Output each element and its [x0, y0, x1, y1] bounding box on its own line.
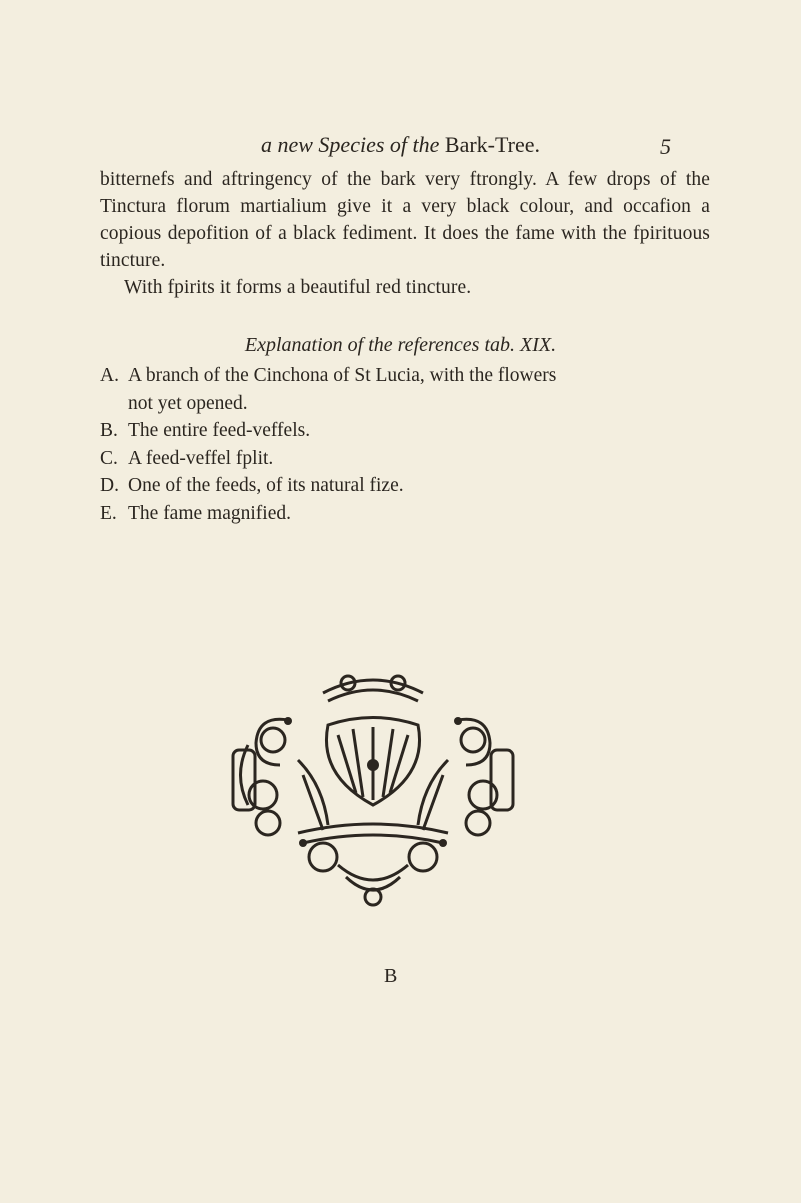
signature-mark: B: [384, 965, 398, 987]
reference-letter: D.: [100, 475, 119, 496]
reference-text: The entire feed-veffels.: [128, 420, 311, 441]
reference-text: A branch of the Cinchona of St Lucia, with the flowers: [128, 365, 557, 386]
running-head-italic: a new Species of the: [260, 132, 440, 157]
body-text: [100, 166, 710, 301]
reference-letter: B.: [100, 420, 118, 441]
reference-list: [100, 362, 720, 527]
reference-item: [100, 472, 720, 500]
reference-letter: E.: [100, 502, 117, 524]
reference-item: [100, 500, 720, 528]
reference-item: [100, 445, 720, 473]
reference-letter: A.: [100, 365, 119, 386]
paragraph: With fpirits it forms a beautiful red tincture.: [124, 277, 472, 298]
scrollwork-tailpiece-icon: [228, 665, 518, 911]
reference-text: The fame magnified.: [128, 502, 291, 524]
reference-text-continued: not yet opened.: [128, 392, 248, 414]
reference-text: One of the feeds, of its natural fize.: [128, 475, 404, 496]
explanation-heading: Explanation of the references tab. XIX.: [244, 334, 557, 356]
page-number: 5: [660, 134, 671, 159]
paragraph: bitternefs and aftringency of the bark very ftrongly. A few drops of the Tinctura florum martialium give it a very black colour, and occafion a copious depofition of a black fediment. It does the fame with the fpirituous tincture.: [100, 169, 710, 271]
running-head: [0, 132, 801, 162]
reference-item: [100, 362, 720, 417]
reference-letter: C.: [100, 447, 118, 469]
running-head-title: [0, 132, 801, 158]
running-head-roman: Bark-Tree.: [444, 132, 541, 157]
reference-text: A feed-veffel fplit.: [128, 447, 274, 469]
reference-item: [100, 417, 720, 445]
